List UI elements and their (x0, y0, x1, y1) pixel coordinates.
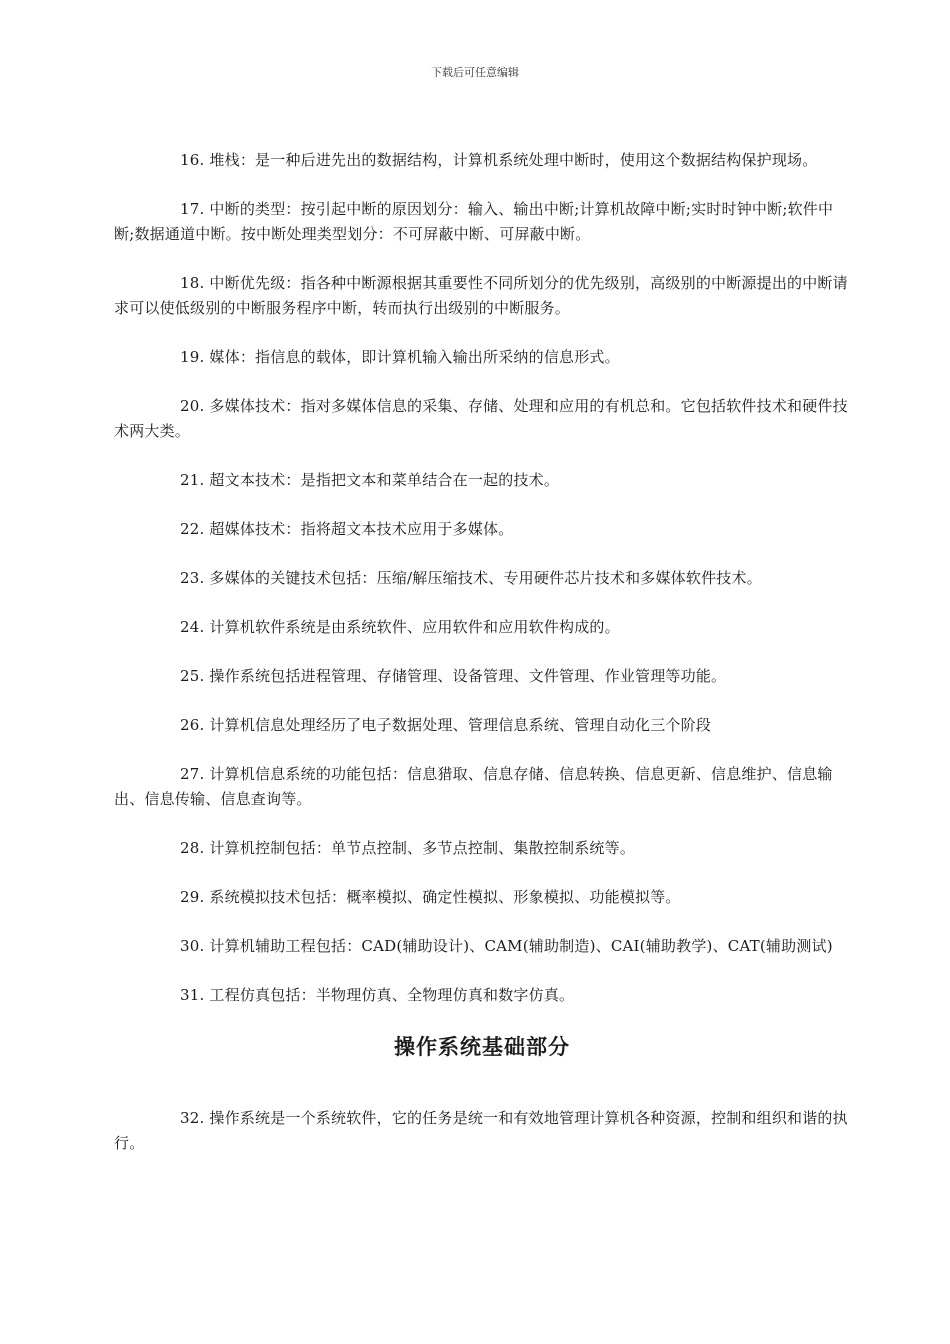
page-header: 下载后可任意编辑 (431, 66, 519, 79)
paragraph-16: 16. 堆栈：是一种后进先出的数据结构，计算机系统处理中断时，使用这个数据结构保护现场。 (180, 151, 818, 169)
paragraph-25: 25. 操作系统包括进程管理、存储管理、设备管理、文件管理、作业管理等功能。 (180, 667, 727, 685)
paragraph-19: 19. 媒体：指信息的载体，即计算机输入输出所采纳的信息形式。 (180, 348, 620, 366)
paragraph-26: 26. 计算机信息处理经历了电子数据处理、管理信息系统、管理自动化三个阶段 (180, 716, 712, 734)
paragraph-28: 28. 计算机控制包括：单节点控制、多节点控制、集散控制系统等。 (180, 839, 636, 857)
section-title: 操作系统基础部分 (394, 1034, 570, 1059)
paragraph-22: 22. 超媒体技术：指将超文本技术应用于多媒体。 (180, 520, 514, 538)
paragraph-21: 21. 超文本技术：是指把文本和菜单结合在一起的技术。 (180, 471, 560, 489)
paragraph-24: 24. 计算机软件系统是由系统软件、应用软件和应用软件构成的。 (180, 618, 620, 636)
paragraph-17: 17. 中断的类型：按引起中断的原因划分：输入、输出中断;计算机故障中断;实时时钟中断;软件中断;数据通道中断。按中断处理类型划分：不可屏蔽中断、可屏蔽中断。 (114, 200, 834, 243)
document-body (114, 148, 850, 1180)
paragraph-27: 27. 计算机信息系统的功能包括：信息猎取、信息存储、信息转换、信息更新、信息维护、信息输出、信息传输、信息查询等。 (114, 765, 833, 808)
paragraph-29: 29. 系统模拟技术包括：概率模拟、确定性模拟、形象模拟、功能模拟等。 (180, 888, 681, 906)
paragraph-23: 23. 多媒体的关键技术包括：压缩/解压缩技术、专用硬件芯片技术和多媒体软件技术。 (180, 569, 762, 587)
paragraph-20: 20. 多媒体技术：指对多媒体信息的采集、存储、处理和应用的有机总和。它包括软件技术和硬件技术两大类。 (114, 397, 848, 440)
paragraph-31: 31. 工程仿真包括：半物理仿真、全物理仿真和数字仿真。 (180, 986, 575, 1004)
paragraph-18: 18. 中断优先级：指各种中断源根据其重要性不同所划分的优先级别，高级别的中断源提出的中断请求可以使低级别的中断服务程序中断，转而执行出级别的中断服务。 (114, 274, 848, 317)
paragraph-32: 32. 操作系统是一个系统软件，它的任务是统一和有效地管理计算机各种资源，控制和组织和谐的执行。 (114, 1109, 848, 1152)
paragraph-30: 30. 计算机辅助工程包括：CAD(辅助设计)、CAM(辅助制造)、CAI(辅助教学)、CAT(辅助测试) (180, 937, 833, 955)
